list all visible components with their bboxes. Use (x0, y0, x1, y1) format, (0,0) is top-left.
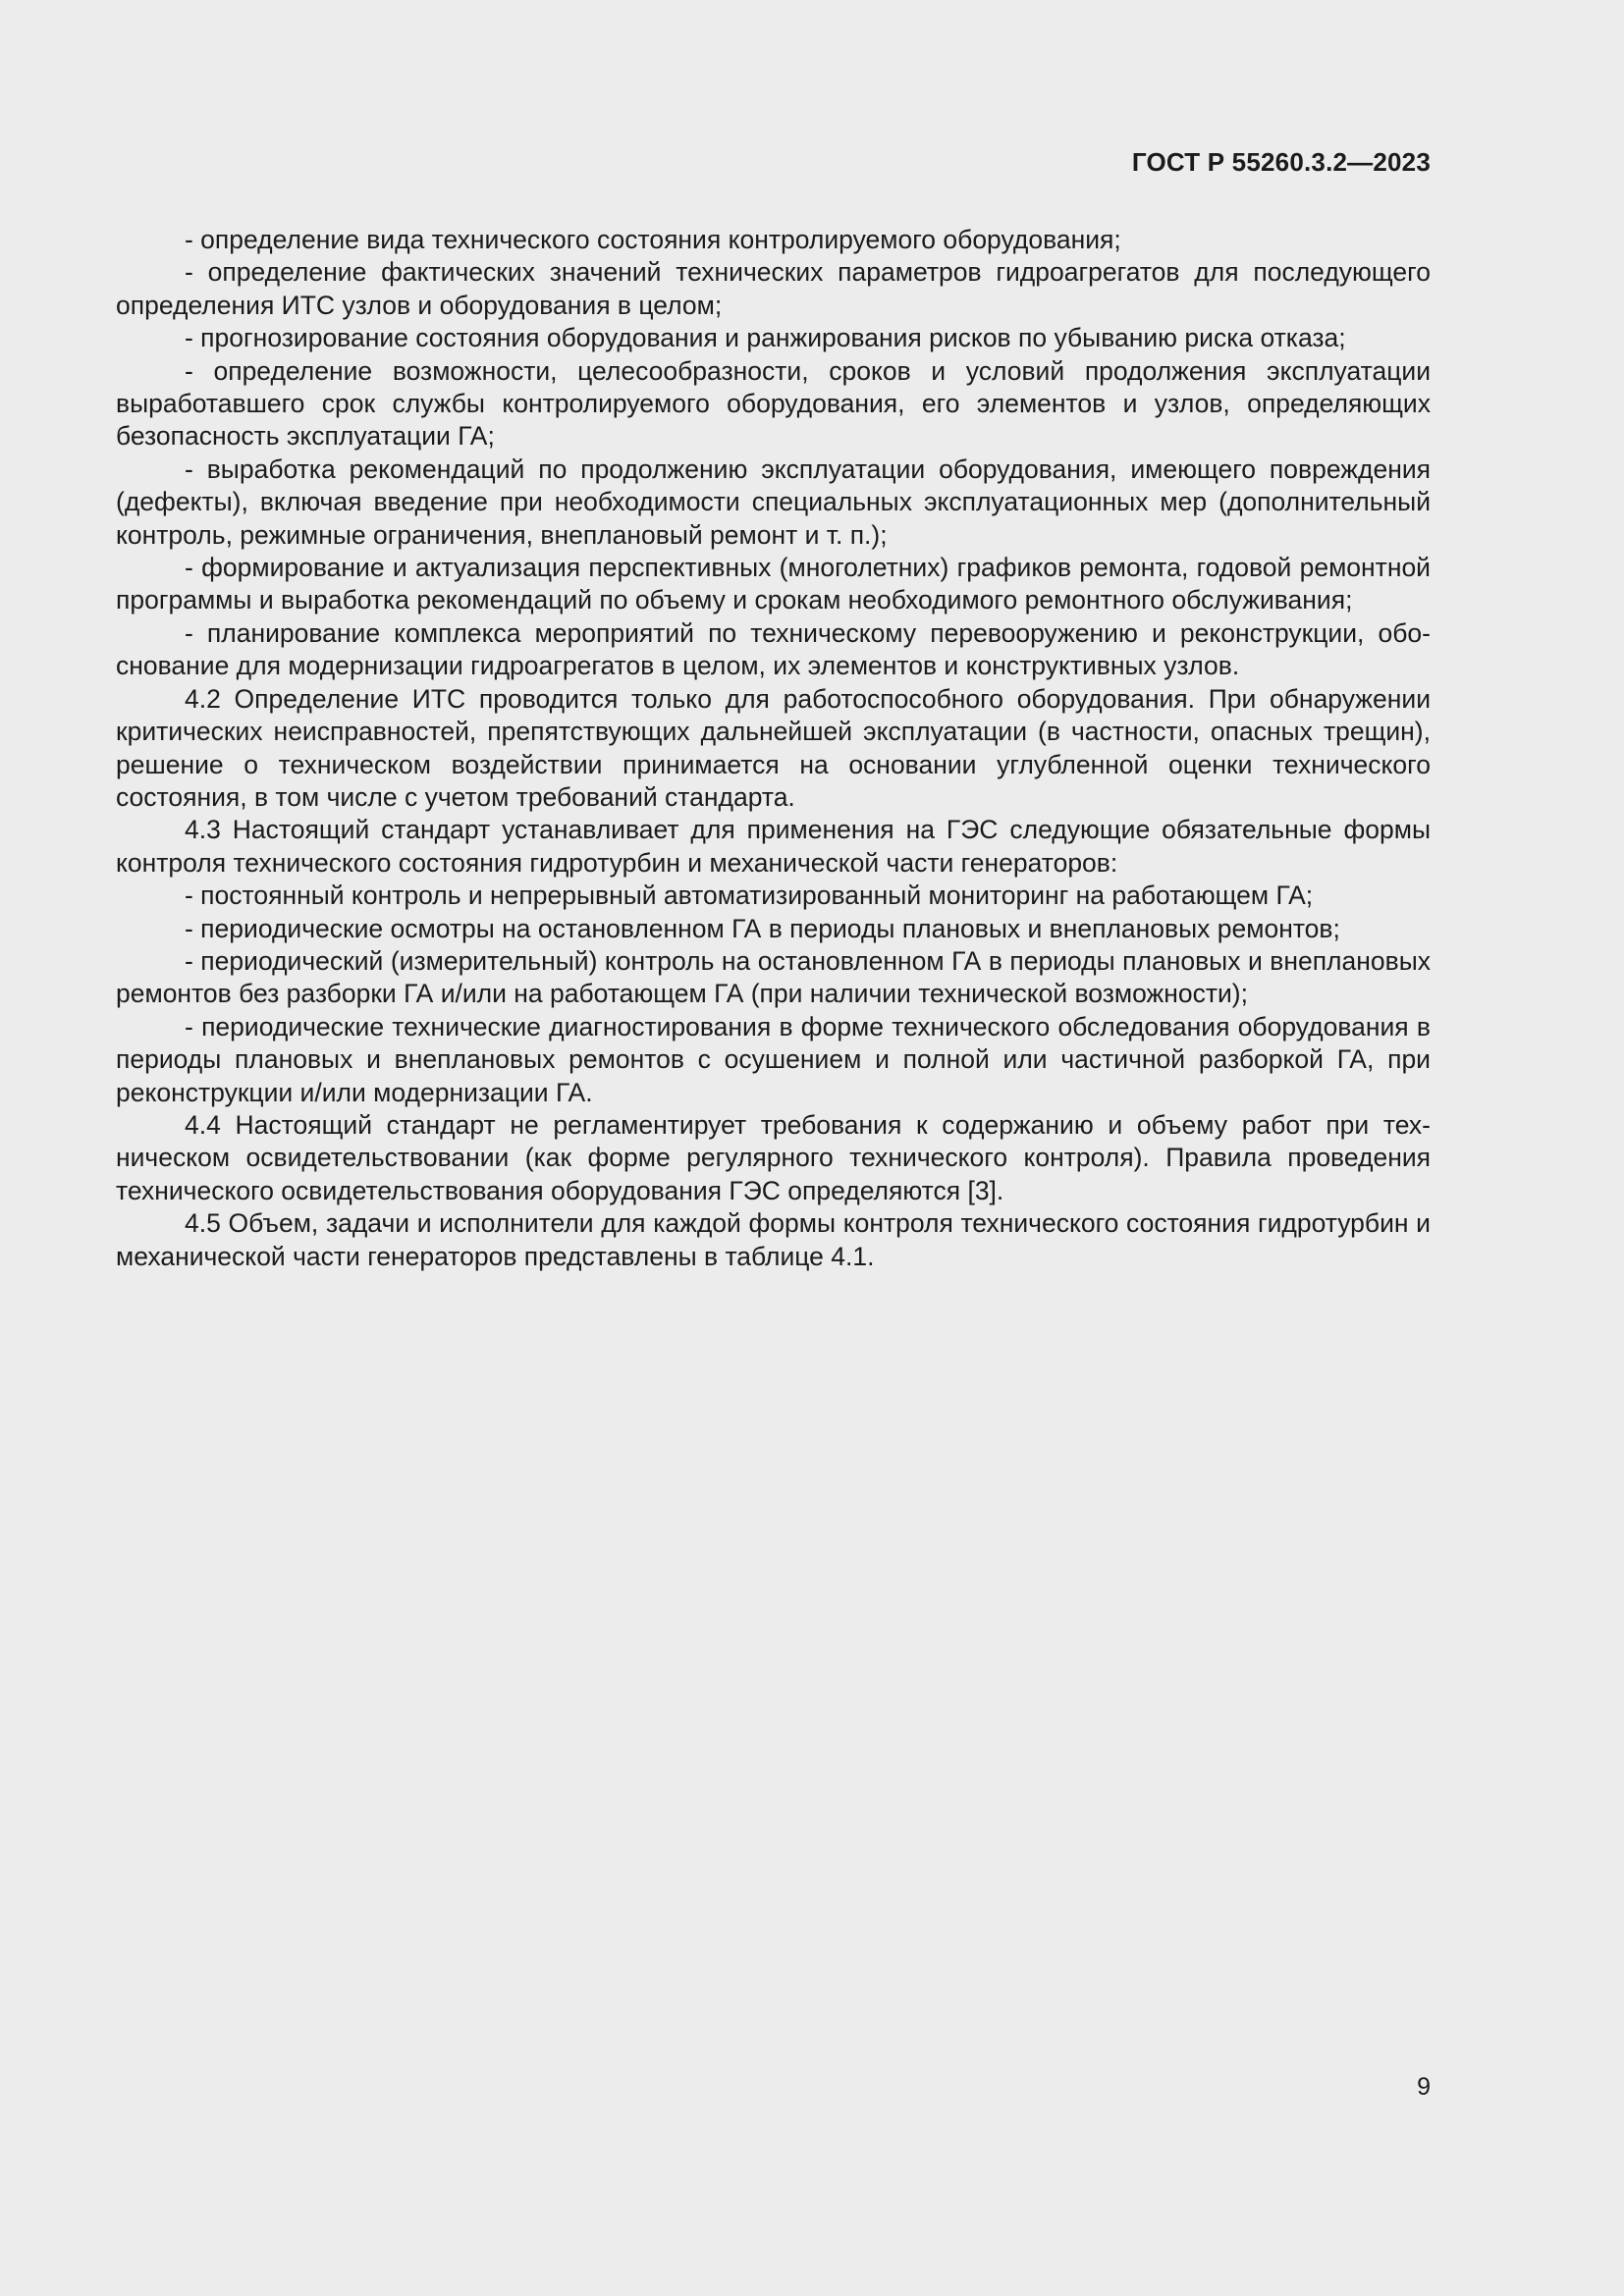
list-item-periodic-diagnostics: - периодические технические диагностирования в форме технического обследования оборудования в периоды плановых и внеплановых ремонтов с осушением и полной или частичной разборкой ГА, при реконструкции и/или модернизации ГА. (116, 1011, 1431, 1107)
list-item-extended-operation: - определение возможности, целесообразности, сроков и условий продолжения эксплуатации выработавшего срок службы контролируемого оборудования, его элементов и узлов, определяющих безопасность эксплуатации ГА; (116, 355, 1431, 452)
list-item-technical-state-type: - определение вида технического состояния контролируемого оборудования; (185, 225, 1121, 254)
list-item-repair-schedules: - формирование и актуализация перспективных (многолетних) графиков ремонта, годовой ремонтной программы и выработка рекомендаций по объему и срокам необходимого ремонтного обслуживания; (116, 553, 1431, 615)
clause-4-4: 4.4 Настоящий стандарт не регламентирует требования к содержанию и объему работ при техническом освидетельствовании (как форме регулярного технического контроля). Правила проведения технического освидетельствования оборудования ГЭС определяются [3]. (116, 1109, 1431, 1205)
document-body (116, 224, 1431, 1273)
document-code-header: ГОСТ Р 55260.3.2—2023 (1131, 147, 1431, 177)
list-item-periodic-inspections: - периодические осмотры на остановленном ГА в периоды плановых и внеплановых ремонтов; (185, 913, 1340, 943)
clause-4-5: 4.5 Объем, задачи и исполнители для каждой формы контроля технического состояния гидротурбин и механической части генераторов представлены в таблице 4.1. (116, 1208, 1431, 1271)
list-item-state-forecasting: - прогнозирование состояния оборудования и ранжирования рисков по убыванию риска отказа; (185, 323, 1346, 353)
list-item-operation-recommendations: - выработка рекомендаций по продолжению эксплуатации оборудования, имеющего повреждения (дефекты), включая введение при необходимости специальных эксплуатационных мер (дополнительный контроль, режимные ограничения, внеплановый ремонт и т. п.); (116, 454, 1431, 550)
list-item-modernization-planning: - планирование комплекса мероприятий по техническому перевооружению и реконструкции, обоснование для модернизации гидроагрегатов в целом, их элементов и конструктивных узлов. (116, 617, 1431, 681)
clause-4-3: 4.3 Настоящий стандарт устанавливает для применения на ГЭС следующие обязательные формы контроля технического состояния гидротурбин и механической части генераторов: (116, 815, 1431, 878)
list-item-actual-parameter-values: - определение фактических значений технических параметров гидроагрегатов для последующего определения ИТС узлов и оборудования в целом; (116, 257, 1431, 320)
clause-4-2: 4.2 Определение ИТС проводится только для работоспособного оборудования. При обнаружении критических неисправностей, препятствующих дальнейшей эксплуатации (в частности, опасных трещин), решение о техническом воздействии принимается на основании углубленной оценки технического состояния, в том числе с учетом требований стандарта. (116, 683, 1431, 812)
list-item-continuous-monitoring: - постоянный контроль и непрерывный автоматизированный мониторинг на работающем ГА; (185, 881, 1314, 911)
list-item-periodic-measurement-control: - периодический (измерительный) контроль на остановленном ГА в периоды плановых и внеплановых ремонтов без разборки ГА и/или на работающем ГА (при наличии технической возможности); (116, 945, 1431, 1009)
page-number: 9 (1417, 2073, 1431, 2101)
